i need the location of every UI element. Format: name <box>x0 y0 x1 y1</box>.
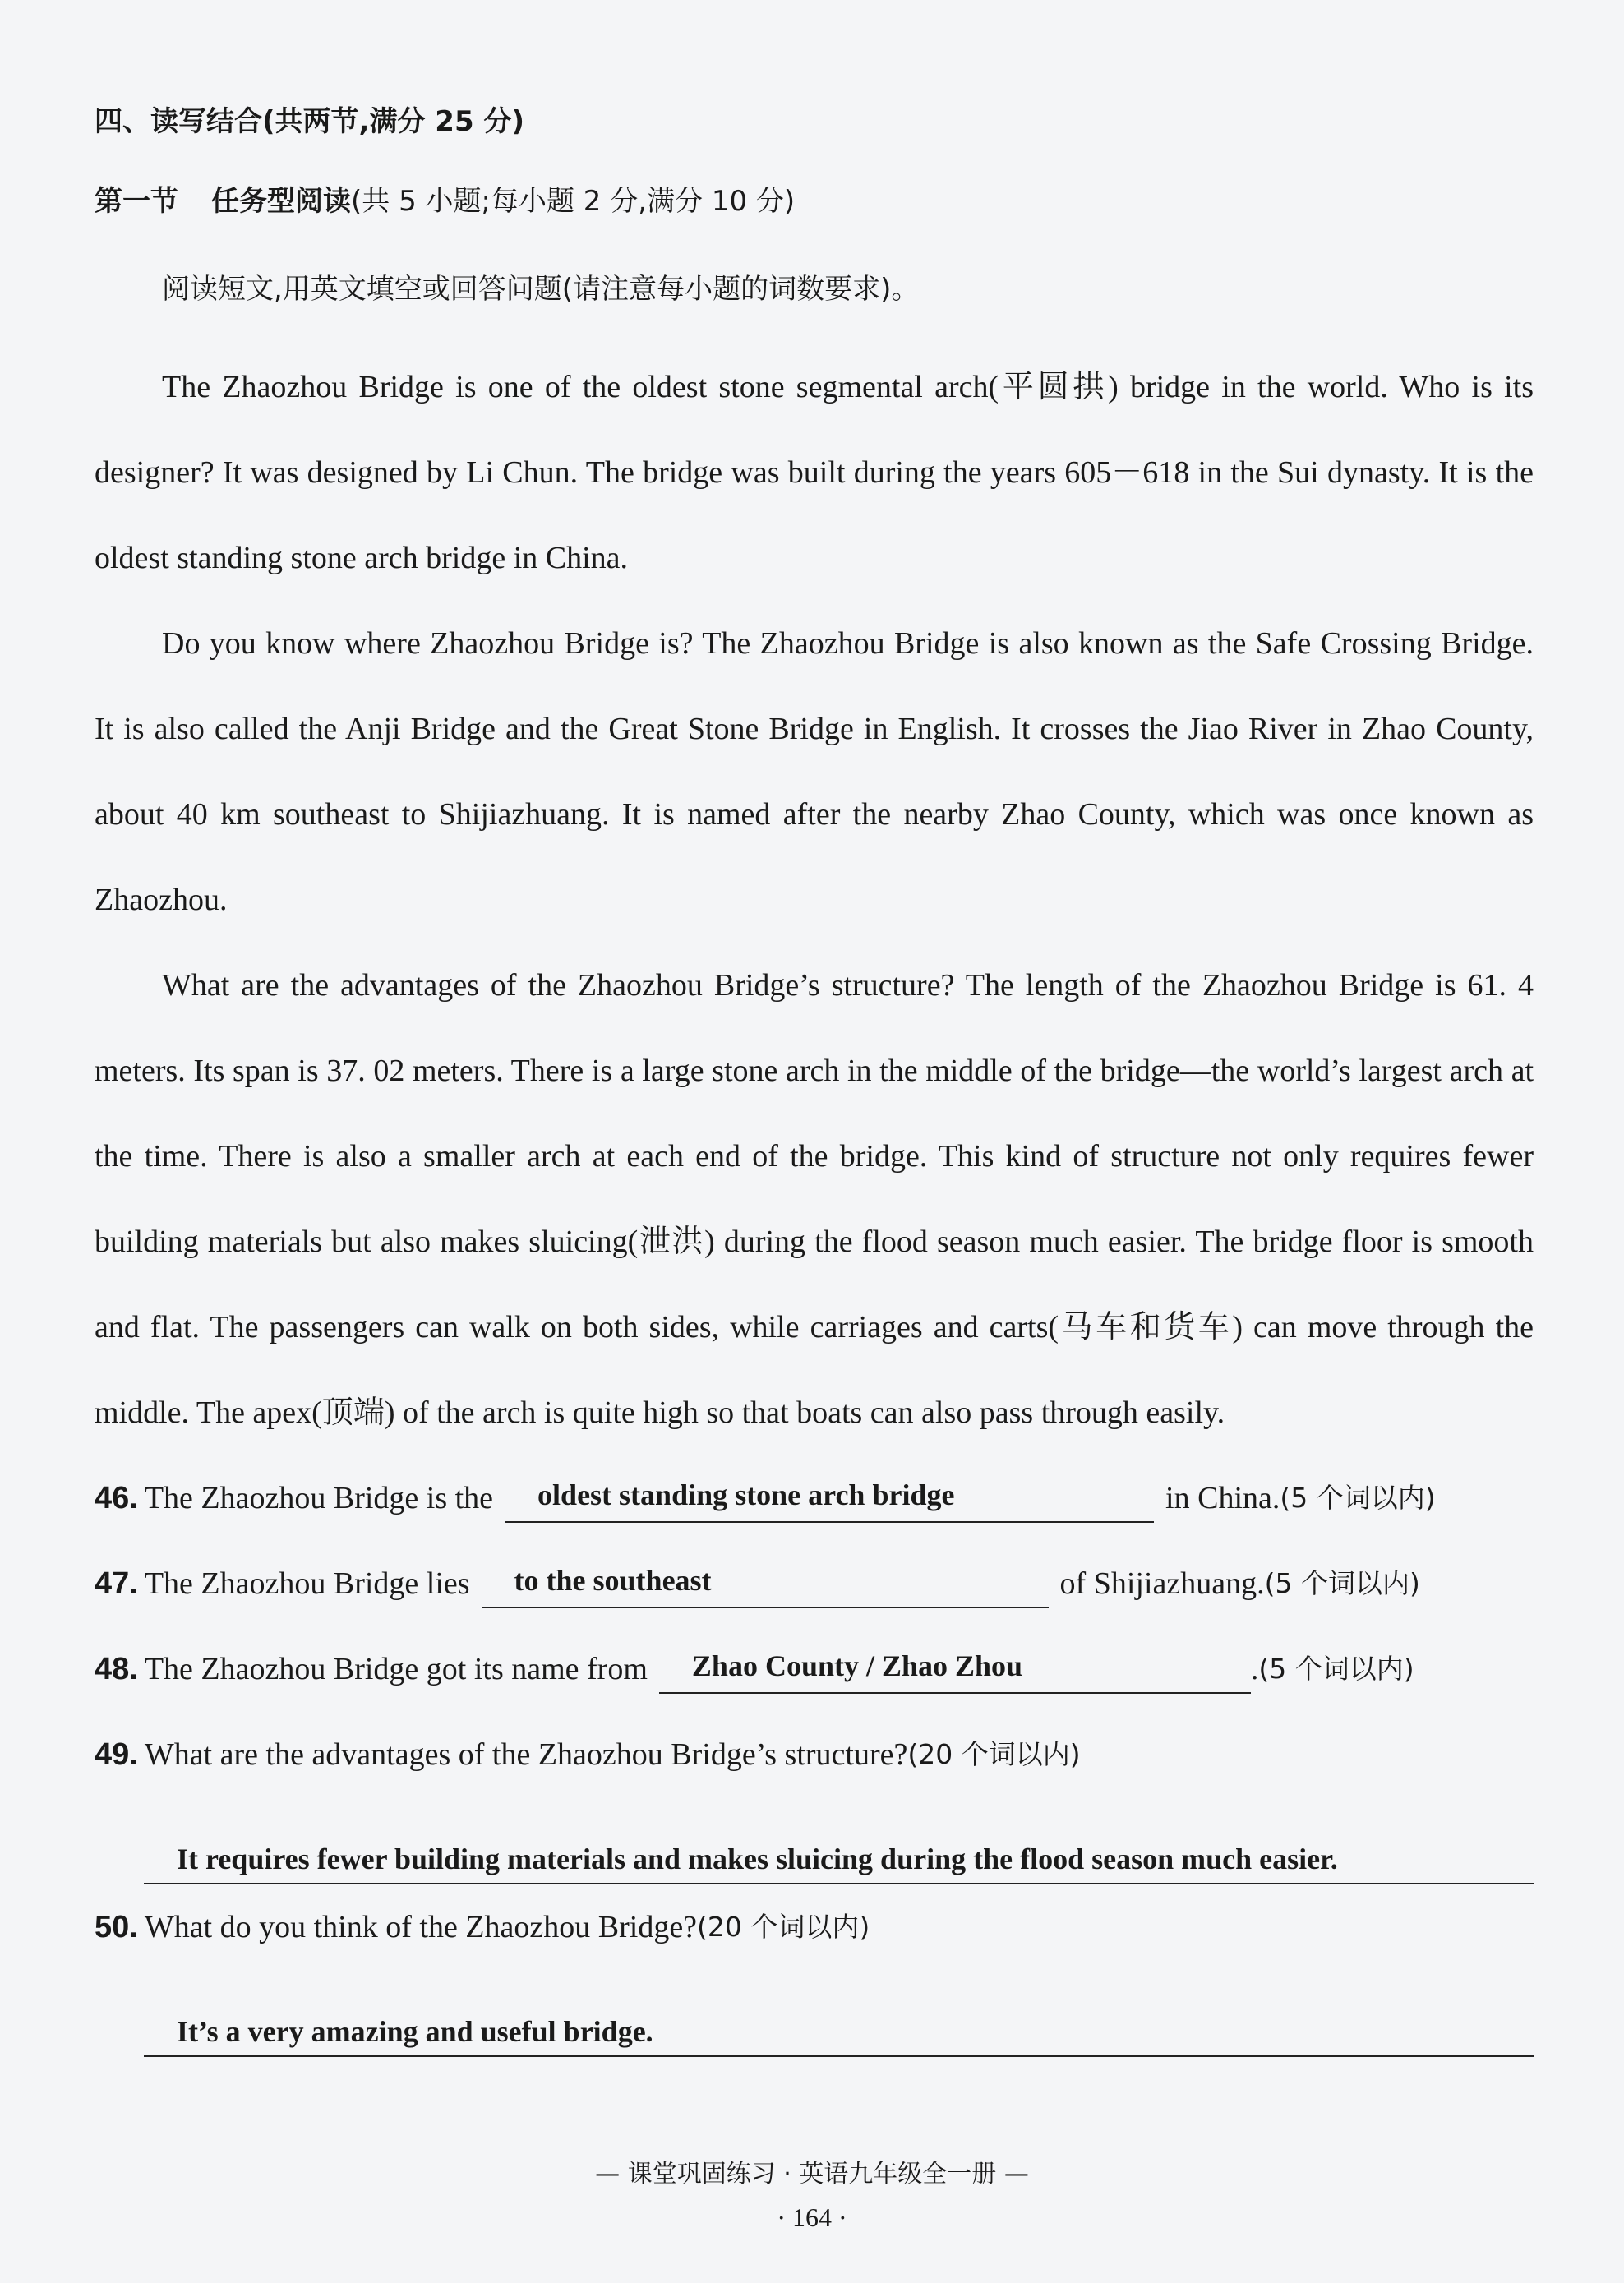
question-text-before: The Zhaozhou Bridge lies <box>144 1566 470 1601</box>
reading-passage <box>95 344 1534 1455</box>
passage-paragraph-1: The Zhaozhou Bridge is one of the oldest stone segmental arch(平圆拱) bridge in the world. Who is its designer? It was designed by Li Chun. The bridge was built during the years 605－618 in the Sui dynasty. It is the oldest standing stone arch bridge in China. <box>95 370 1534 575</box>
book-title: — 课堂巩固练习 · 英语九年级全一册 — <box>595 2160 1029 2188</box>
word-limit: (20 个词以内) <box>907 1738 1081 1770</box>
part-info: (共 5 小题;每小题 2 分,满分 10 分) <box>351 185 796 218</box>
question-46 <box>95 1455 1534 1541</box>
question-number: 49. <box>95 1737 138 1772</box>
question-text-before: The Zhaozhou Bridge got its name from <box>144 1652 648 1686</box>
question-text-before: The Zhaozhou Bridge is the <box>144 1481 494 1515</box>
part-label: 第一节 <box>95 185 178 218</box>
part-title: 任务型阅读 <box>211 185 351 218</box>
page-footer <box>0 2153 1624 2233</box>
word-limit: (5 个词以内) <box>1264 1567 1420 1599</box>
answer-47: to the southeast <box>514 1564 712 1597</box>
question-text-after: in China. <box>1165 1481 1280 1515</box>
answer-46: oldest standing stone arch bridge <box>537 1478 955 1511</box>
question-50 <box>95 1884 1534 1970</box>
question-48 <box>95 1626 1534 1712</box>
answer-blank-47[interactable] <box>482 1562 1049 1608</box>
answer-blank-46[interactable] <box>505 1477 1154 1523</box>
section-title: 四、读写结合(共两节,满分 25 分) <box>95 105 524 138</box>
answer-blank-50[interactable] <box>144 1970 1534 2057</box>
question-text: What are the advantages of the Zhaozhou Bridge’s structure? <box>144 1737 908 1772</box>
question-number: 46. <box>95 1481 138 1515</box>
passage-paragraph-2: Do you know where Zhaozhou Bridge is? The Zhaozhou Bridge is also known as the Safe Crossing Bridge. It is also called the Anji Bridge and the Great Stone Bridge in English. It crosses the Jiao River in Zhao County, about 40 km southeast to Shijiazhuang. It is named after the nearby Zhao County, which was once known as Zhaozhou. <box>95 626 1534 917</box>
instruction: 阅读短文,用英文填空或回答问题(请注意每小题的词数要求)。 <box>162 273 920 306</box>
answer-blank-49[interactable] <box>144 1797 1534 1884</box>
part-heading <box>95 178 1534 219</box>
passage-paragraph-3: What are the advantages of the Zhaozhou Bridge’s structure? The length of the Zhaozhou Bridge is 61. 4 meters. Its span is 37. 02 meters. There is a large stone arch in the middle of the bridge—the world’s largest arch at the time. There is also a smaller arch at each end of the bridge. This kind of structure not only requires fewer building materials but also makes sluicing(泄洪) during the flood season much easier. The bridge floor is smooth and flat. The passengers can walk on both sides, while carriages and carts(马车和货车) can move through the middle. The apex(顶端) of the arch is quite high so that boats can also pass through easily. <box>95 968 1534 1430</box>
question-49 <box>95 1712 1534 1797</box>
word-limit: (5 个词以内) <box>1280 1482 1436 1514</box>
question-number: 47. <box>95 1566 138 1601</box>
question-text: What do you think of the Zhaozhou Bridge? <box>144 1910 698 1944</box>
question-text-after: of Shijiazhuang. <box>1059 1566 1265 1601</box>
question-47 <box>95 1541 1534 1626</box>
word-limit: (20 个词以内) <box>697 1911 870 1943</box>
answer-49: It requires fewer building materials and makes sluicing during the flood season much easier. <box>177 1843 1338 1875</box>
answer-blank-48[interactable] <box>659 1648 1251 1694</box>
question-text-after: . <box>1250 1652 1259 1686</box>
page-number: · 164 · <box>777 2202 847 2232</box>
question-number: 50. <box>95 1910 138 1944</box>
word-limit: (5 个词以内) <box>1258 1653 1414 1685</box>
answer-50: It’s a very amazing and useful bridge. <box>177 2015 653 2048</box>
answer-48: Zhao County / Zhao Zhou <box>691 1649 1023 1682</box>
question-number: 48. <box>95 1652 138 1686</box>
